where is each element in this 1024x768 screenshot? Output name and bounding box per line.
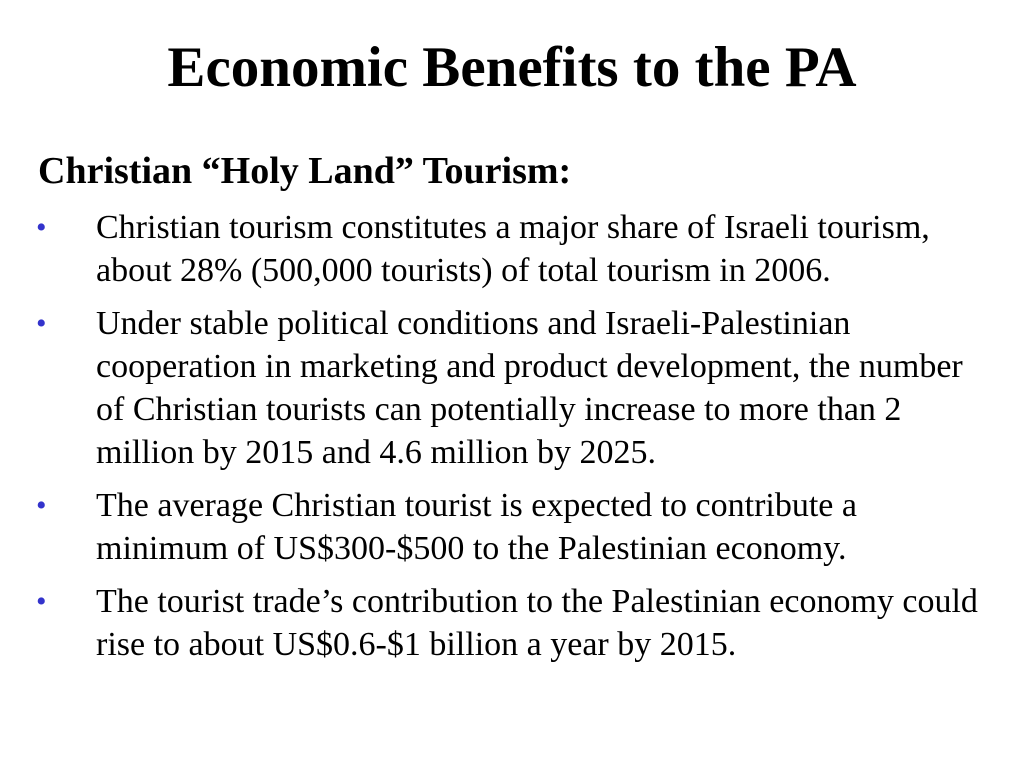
bullet-item xyxy=(0,484,1024,570)
bullet-dot-icon: • xyxy=(36,211,47,244)
bullet-dot-icon: • xyxy=(36,585,47,618)
slide-title: Economic Benefits to the PA xyxy=(167,36,857,99)
bullet-item xyxy=(0,302,1024,474)
bullet-text: The tourist trade’s contribution to the Palestinian economy could rise to about US$0.6-$1 billion a year by 2015. xyxy=(96,583,978,663)
bullet-text: The average Christian tourist is expected to contribute a minimum of US$300-$500 to the Palestinian economy. xyxy=(96,487,857,567)
bullet-text: Under stable political conditions and Israeli-Palestinian cooperation in marketing and product development, the number of Christian tourists can potentially increase to more than 2 million by 2015 and 4.6 million by 2025. xyxy=(96,305,963,471)
bullet-dot-icon: • xyxy=(36,489,47,522)
section-heading: Christian “Holy Land” Tourism: xyxy=(38,150,572,192)
bullet-list xyxy=(0,206,1024,676)
bullet-text: Christian tourism constitutes a major share of Israeli tourism, about 28% (500,000 tourists) of total tourism in 2006. xyxy=(96,209,930,289)
bullet-dot-icon: • xyxy=(36,307,47,340)
bullet-item xyxy=(0,580,1024,666)
bullet-item xyxy=(0,206,1024,292)
